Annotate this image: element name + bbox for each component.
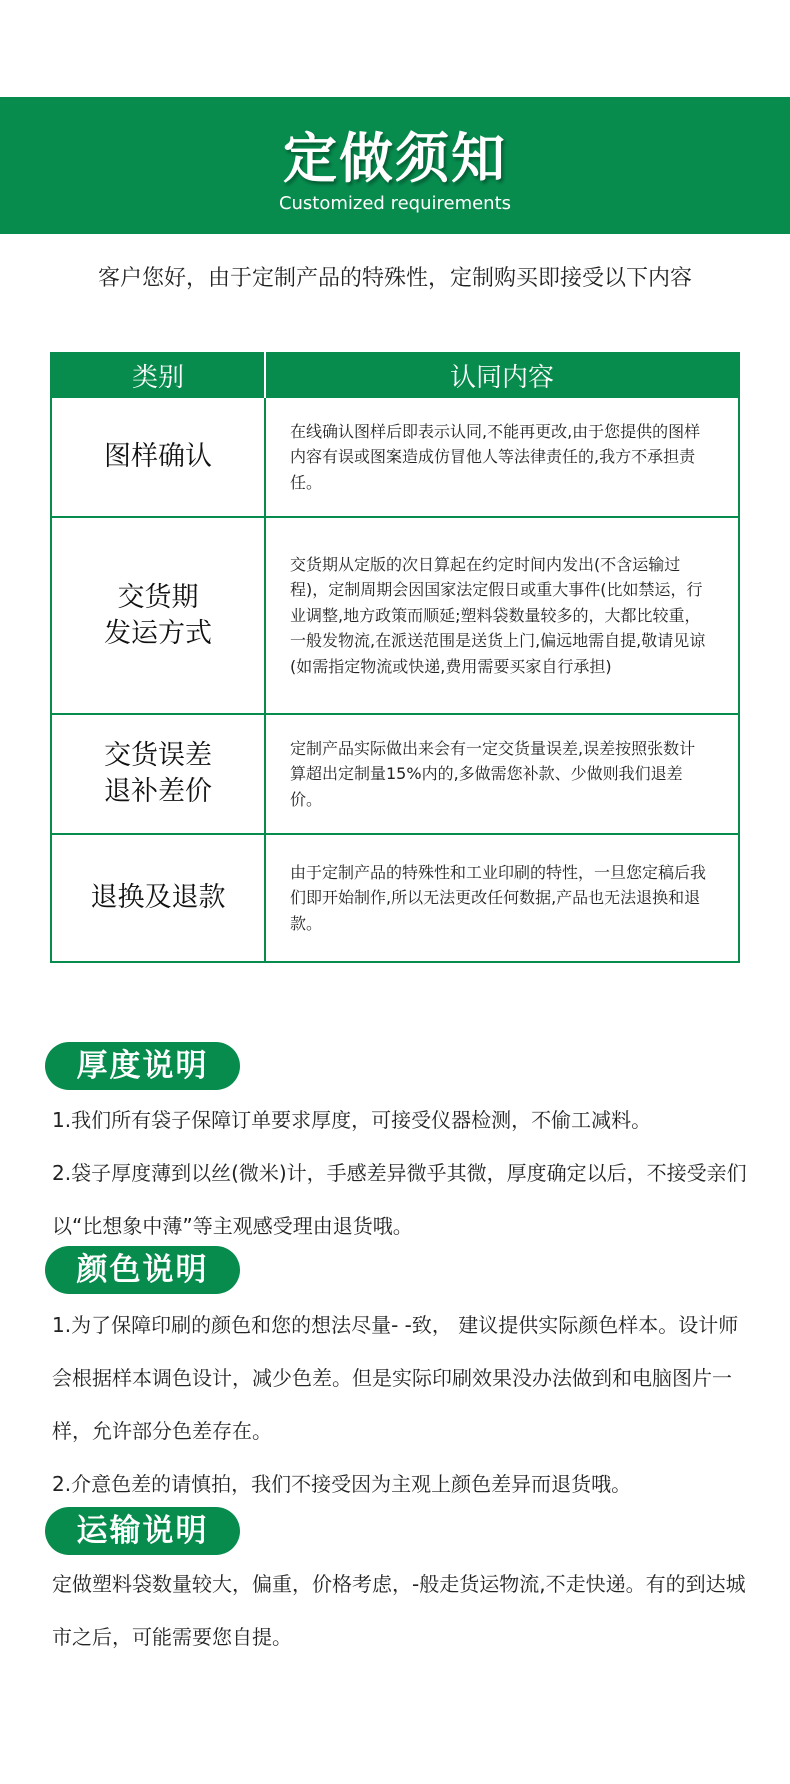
category-line: 图样确认 xyxy=(104,441,212,472)
paragraph: 定做塑料袋数量较大，偏重，价格考虑，-般走货运物流,不走快递。有的到达城市之后，可能需要您自提。 xyxy=(52,1572,746,1649)
category-line: 退换及退款 xyxy=(90,882,226,913)
category-line: 交货期 xyxy=(117,581,199,613)
header-banner xyxy=(0,97,790,234)
requirements-table xyxy=(50,352,740,963)
paragraph: 1.我们所有袋子保障订单要求厚度，可接受仪器检测，不偷工减料。 xyxy=(52,1108,652,1132)
category-line: 退补差价 xyxy=(104,776,212,807)
column-header-category: 类别 xyxy=(51,353,265,397)
row-content: 在线确认图样后即表示认同,不能再更改,由于您提供的图样内容有误或图案造成仿冒他人等法律责任的,我方不承担责任。 xyxy=(265,397,739,517)
shipping-section-body xyxy=(52,1558,752,1664)
paragraph: 1.为了保障印刷的颜色和您的想法尽量- -致， 建议提供实际颜色样本。设计师会根据样本调色设计，减少色差。但是实际印刷效果没办法做到和电脑图片一样，允许部分色差存在。 xyxy=(52,1313,739,1443)
row-category xyxy=(51,397,265,517)
color-section-body xyxy=(52,1299,752,1511)
row-category xyxy=(51,834,265,962)
table-header-row xyxy=(51,353,739,397)
table-row xyxy=(51,517,739,714)
page-title: 定做须知 xyxy=(283,127,507,190)
page-subtitle: Customized requirements xyxy=(278,193,512,214)
row-content: 定制产品实际做出来会有一定交货量误差,误差按照张数计算超出定制量15%内的,多做需您补款、少做则我们退差价。 xyxy=(265,714,739,834)
intro-text: 客户您好，由于定制产品的特殊性，定制购买即接受以下内容 xyxy=(97,266,692,291)
row-content: 交货期从定版的次日算起在约定时间内发出(不含运输过程)，定制周期会因国家法定假日或重大事件(比如禁运，行业调整,地方政策而顺延;塑料袋数量较多的，大都比较重，一般发物流,在派送范围是送货上门,偏远地需自提,敬请见谅(如需指定物流或快递,费用需要买家自行承担) xyxy=(265,517,739,714)
table-row xyxy=(51,834,739,962)
row-content: 由于定制产品的特殊性和工业印刷的特性，一旦您定稿后我们即开始制作,所以无法更改任何数据,产品也无法退换和退款。 xyxy=(265,834,739,962)
paragraph: 2.介意色差的请慎拍，我们不接受因为主观上颜色差异而退货哦。 xyxy=(52,1472,632,1496)
thickness-section-title: 厚度说明 xyxy=(45,1042,240,1090)
category-line: 发运方式 xyxy=(104,617,212,649)
shipping-section-title: 运输说明 xyxy=(45,1507,240,1555)
row-category xyxy=(51,517,265,714)
paragraph: 2.袋子厚度薄到以丝(微米)计，手感差异微乎其微，厚度确定以后，不接受亲们以“比想象中薄”等主观感受理由退货哦。 xyxy=(52,1161,747,1238)
column-header-content: 认同内容 xyxy=(265,353,739,397)
table-row xyxy=(51,397,739,517)
category-line: 交货误差 xyxy=(104,740,212,771)
table-row xyxy=(51,714,739,834)
thickness-section-body xyxy=(52,1094,752,1253)
color-section-title: 颜色说明 xyxy=(45,1246,240,1294)
row-category xyxy=(51,714,265,834)
